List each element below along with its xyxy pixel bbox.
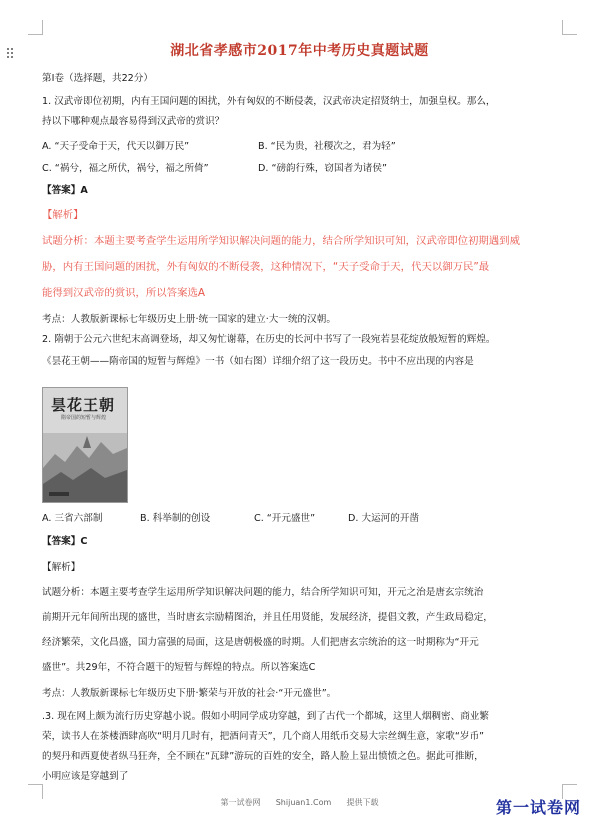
q2-option-c: C. “开元盛世” [254, 513, 316, 524]
book-cover-subtitle: 隋帝国的短暂与辉煌 [61, 415, 107, 421]
book-cover-art [43, 388, 127, 502]
q1-stem-line-2: 持以下哪种观点最容易得到汉武帝的赏识？ [42, 116, 225, 127]
site-logo[interactable]: 第一试卷网 [495, 798, 581, 817]
q2-analysis-line-2: 前期开元年间所出现的盛世，当时唐玄宗励精图治，并且任用贤能，发展经济，提倡文教，产生政局稳定， [42, 612, 493, 623]
q2-analysis-heading: 【解析】 [42, 562, 81, 573]
q1-option-b: B. “民为贵，社稷次之，君为轻” [258, 141, 396, 152]
q1-analysis-line-3: 能得到汉武帝的赏识，所以答案选A [42, 287, 205, 299]
q3-stem-line-4: 小明应该是穿越到了 [42, 771, 129, 782]
q2-option-a: A. 三省六部制 [42, 513, 103, 524]
q2-kaodian: 考点：人教版新课标七年级历史下册·繁荣与开放的社会·“开元盛世”。 [42, 688, 337, 699]
q1-analysis-line-2: 胁，内有王国问题的困扰，外有匈奴的不断侵袭，这种情况下，“天子受命于天，代天以御万民”最 [42, 261, 490, 273]
book-cover-image [42, 387, 128, 503]
q1-answer: 【答案】A [42, 185, 88, 196]
q2-analysis-line-3: 经济繁荣，文化昌盛，国力富强的局面，这是唐朝极盛的时期。人们把唐玄宗统治的这一时期称为“开元 [42, 637, 479, 648]
q1-stem-line-1: 1. 汉武帝即位初期，内有王国问题的困扰，外有匈奴的不断侵袭，汉武帝决定招贤纳士，加强皇权。那么， [42, 96, 496, 107]
q1-option-a: A. “天子受命于天，代天以御万民” [42, 141, 190, 152]
section-heading: 第Ⅰ卷（选择题，共22分） [42, 73, 153, 84]
q2-option-b: B. 科举制的创设 [140, 513, 211, 524]
q2-stem-line-2: 《昙花王朝——隋帝国的短暂与辉煌》一书（如右图）详细介绍了这一段历史。书中不应出现的内容是 [42, 356, 474, 367]
q2-answer: 【答案】C [42, 536, 88, 547]
q2-option-d: D. 大运河的开凿 [348, 513, 420, 524]
book-cover-title: 昙花王朝 [51, 396, 116, 414]
q3-stem-line-3: 的契丹和西夏使者纵马狂奔，全不顾在“瓦肆”游玩的百姓的安全，路人脸上显出愤愤之色。据此可推断， [42, 751, 484, 762]
crop-mark-top-right [562, 20, 577, 35]
q3-stem-line-2: 荣，读书人在茶楼酒肆高吹“明月几时有，把酒问青天”，几个商人用纸币交易大宗丝绸生意，家歌“岁币” [42, 731, 485, 742]
page-title: 湖北省孝感市2017年中考历史真题试题 [170, 43, 429, 59]
crop-mark-top-left [28, 20, 43, 35]
page-footer: 第一试卷网 Shijuan1.Com 提供下载 [220, 798, 379, 807]
q1-option-d: D. “磅韵行殊，窃国者为诸侯” [258, 163, 387, 174]
q2-analysis-line-4: 盛世”。共29年，不符合题干的短暂与辉煌的特点。所以答案选C [42, 662, 316, 673]
q1-option-c: C. “祸兮，福之所伏，祸兮，福之所倚” [42, 163, 209, 174]
q1-analysis-line-1: 试题分析：本题主要考查学生运用所学知识解决问题的能力，结合所学知识可知，汉武帝即位初期遇到威 [42, 235, 520, 247]
q3-stem-line-1: .3. 现在网上颇为流行历史穿越小说。假如小明同学成功穿越，到了古代一个都城，这里人烟稠密、商业繁 [42, 711, 489, 722]
q1-analysis-heading: 【解析】 [42, 209, 84, 221]
q1-kaodian: 考点：人教版新课标七年级历史上册·统一国家的建立·大一统的汉朝。 [42, 314, 336, 325]
q2-stem-line-1: 2. 隋朝于公元六世纪末高调登场，却又匆忙谢幕，在历史的长河中书写了一段宛若昙花绽放般短暂的辉煌。 [42, 334, 496, 345]
q2-analysis-line-1: 试题分析：本题主要考查学生运用所学知识解决问题的能力，结合所学知识可知，开元之治是唐玄宗统治 [42, 587, 484, 598]
